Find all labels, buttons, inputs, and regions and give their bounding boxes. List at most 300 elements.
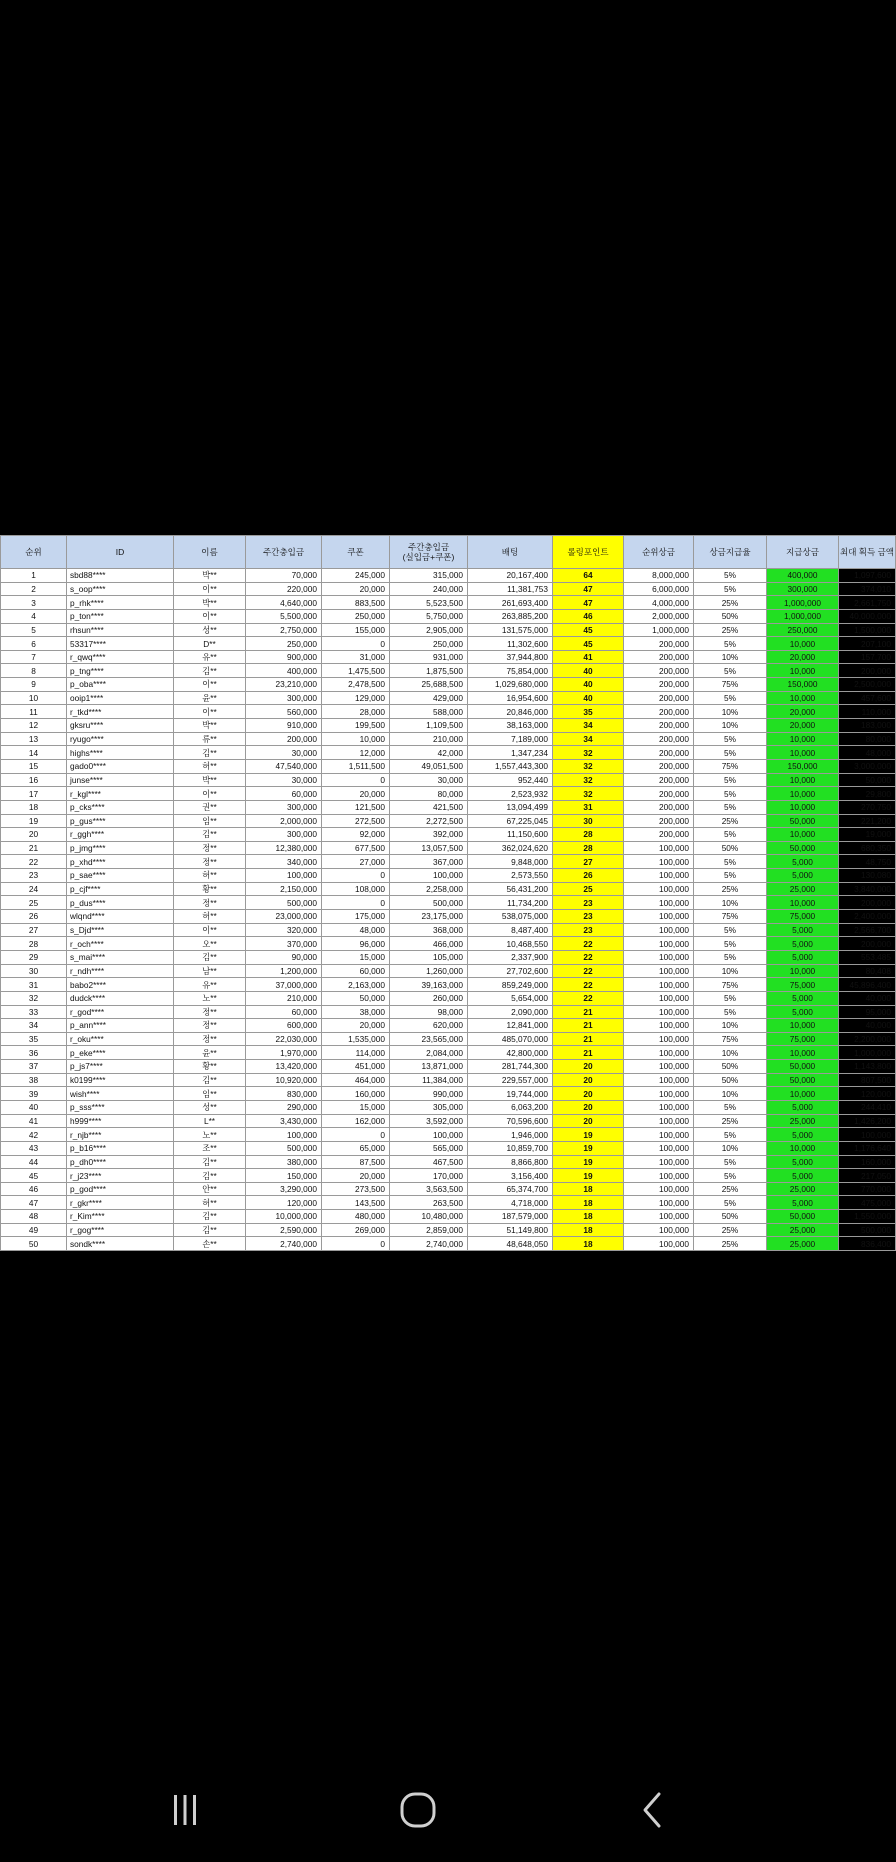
cell-rank-prize: 100,000: [624, 910, 694, 924]
header-max-amount: 최대 획득 금액: [839, 536, 896, 569]
cell-weekly-deposit: 300,000: [246, 800, 322, 814]
cell-rolling-point: 21: [553, 1046, 624, 1060]
cell-paid-prize: 50,000: [767, 1060, 839, 1074]
table-row: [1, 1128, 896, 1142]
cell-id: r_Kim****: [67, 1210, 174, 1224]
cell-max-amount: 19,000: [839, 828, 896, 842]
cell-betting: 859,249,000: [468, 978, 553, 992]
cell-betting: 20,167,400: [468, 569, 553, 583]
cell-id: r_qwq****: [67, 650, 174, 664]
cell-rank: 2: [1, 582, 67, 596]
cell-id: r_kgl****: [67, 787, 174, 801]
cell-paid-prize: 75,000: [767, 978, 839, 992]
cell-max-amount: 807,500: [839, 1073, 896, 1087]
cell-coupon: 1,535,000: [322, 1032, 390, 1046]
cell-id: r_oku****: [67, 1032, 174, 1046]
cell-prize-rate: 10%: [694, 1087, 767, 1101]
cell-rank-prize: 100,000: [624, 882, 694, 896]
table-row: [1, 1210, 896, 1224]
cell-weekly-total: 250,000: [390, 637, 468, 651]
cell-rank: 31: [1, 978, 67, 992]
back-button[interactable]: [617, 1780, 687, 1840]
cell-rank: 47: [1, 1196, 67, 1210]
cell-coupon: 451,000: [322, 1060, 390, 1074]
cell-coupon: 273,500: [322, 1182, 390, 1196]
cell-rolling-point: 22: [553, 950, 624, 964]
cell-max-amount: 244,410: [839, 1100, 896, 1114]
cell-id: r_god****: [67, 1005, 174, 1019]
cell-rolling-point: 23: [553, 910, 624, 924]
cell-weekly-total: 2,740,000: [390, 1237, 468, 1251]
cell-rank: 5: [1, 623, 67, 637]
cell-rank-prize: 200,000: [624, 650, 694, 664]
cell-betting: 16,954,600: [468, 691, 553, 705]
table-row: [1, 1182, 896, 1196]
table-row: [1, 910, 896, 924]
cell-prize-rate: 5%: [694, 582, 767, 596]
cell-weekly-total: 392,000: [390, 828, 468, 842]
table-row: [1, 1155, 896, 1169]
cell-name: 정**: [174, 841, 246, 855]
cell-rolling-point: 23: [553, 923, 624, 937]
cell-rolling-point: 32: [553, 759, 624, 773]
cell-rolling-point: 41: [553, 650, 624, 664]
cell-weekly-total: 367,000: [390, 855, 468, 869]
header-betting: 배팅: [468, 536, 553, 569]
cell-weekly-deposit: 100,000: [246, 869, 322, 883]
cell-weekly-deposit: 60,000: [246, 1005, 322, 1019]
cell-weekly-deposit: 370,000: [246, 937, 322, 951]
cell-weekly-deposit: 30,000: [246, 746, 322, 760]
cell-rank: 36: [1, 1046, 67, 1060]
cell-betting: 13,094,499: [468, 800, 553, 814]
cell-weekly-total: 39,163,000: [390, 978, 468, 992]
cell-weekly-deposit: 300,000: [246, 691, 322, 705]
cell-betting: 11,150,600: [468, 828, 553, 842]
table-row: [1, 623, 896, 637]
cell-rank-prize: 200,000: [624, 814, 694, 828]
cell-coupon: 162,000: [322, 1114, 390, 1128]
cell-weekly-total: 25,688,500: [390, 678, 468, 692]
cell-rank-prize: 4,000,000: [624, 596, 694, 610]
cell-rank: 46: [1, 1182, 67, 1196]
cell-coupon: 0: [322, 1237, 390, 1251]
cell-max-amount: 1,000,000: [839, 1046, 896, 1060]
cell-weekly-deposit: 70,000: [246, 569, 322, 583]
cell-coupon: 129,000: [322, 691, 390, 705]
cell-rolling-point: 18: [553, 1223, 624, 1237]
cell-rank: 26: [1, 910, 67, 924]
table-row: [1, 705, 896, 719]
cell-weekly-deposit: 830,000: [246, 1087, 322, 1101]
cell-max-amount: 836,400: [839, 1237, 896, 1251]
cell-prize-rate: 25%: [694, 814, 767, 828]
cell-name: 유**: [174, 650, 246, 664]
cell-rolling-point: 18: [553, 1196, 624, 1210]
cell-weekly-deposit: 220,000: [246, 582, 322, 596]
cell-rank-prize: 100,000: [624, 1019, 694, 1033]
cell-weekly-total: 13,871,000: [390, 1060, 468, 1074]
cell-weekly-total: 2,258,000: [390, 882, 468, 896]
table-row: [1, 1032, 896, 1046]
cell-paid-prize: 250,000: [767, 623, 839, 637]
cell-rank: 25: [1, 896, 67, 910]
cell-coupon: 15,000: [322, 950, 390, 964]
header-prize-rate: 상금지급율: [694, 536, 767, 569]
cell-rolling-point: 21: [553, 1019, 624, 1033]
cell-max-amount: 157,700: [839, 650, 896, 664]
cell-id: dudck****: [67, 991, 174, 1005]
cell-rank-prize: 6,000,000: [624, 582, 694, 596]
cell-prize-rate: 10%: [694, 650, 767, 664]
cell-name: 김**: [174, 1223, 246, 1237]
cell-name: 허**: [174, 869, 246, 883]
cell-max-amount: 2,661,750: [839, 596, 896, 610]
cell-rank-prize: 200,000: [624, 705, 694, 719]
cell-rank: 28: [1, 937, 67, 951]
header-id: ID: [67, 536, 174, 569]
cell-rank: 45: [1, 1169, 67, 1183]
cell-id: h999****: [67, 1114, 174, 1128]
cell-rank-prize: 200,000: [624, 719, 694, 733]
cell-betting: 2,573,550: [468, 869, 553, 883]
cell-coupon: 96,000: [322, 937, 390, 951]
cell-prize-rate: 5%: [694, 1196, 767, 1210]
cell-id: gado0****: [67, 759, 174, 773]
cell-betting: 263,885,200: [468, 609, 553, 623]
cell-id: r_och****: [67, 937, 174, 951]
cell-rolling-point: 34: [553, 719, 624, 733]
cell-rolling-point: 47: [553, 582, 624, 596]
cell-max-amount: 475,000: [839, 1196, 896, 1210]
cell-prize-rate: 10%: [694, 719, 767, 733]
home-button[interactable]: [383, 1780, 453, 1840]
cell-weekly-deposit: 380,000: [246, 1155, 322, 1169]
cell-weekly-total: 315,000: [390, 569, 468, 583]
cell-paid-prize: 400,000: [767, 569, 839, 583]
cell-rank: 24: [1, 882, 67, 896]
cell-betting: 5,654,000: [468, 991, 553, 1005]
cell-betting: 38,163,000: [468, 719, 553, 733]
cell-rolling-point: 47: [553, 596, 624, 610]
cell-id: p_oba****: [67, 678, 174, 692]
cell-id: wlqnd****: [67, 910, 174, 924]
cell-rank: 9: [1, 678, 67, 692]
cell-prize-rate: 5%: [694, 664, 767, 678]
cell-name: 이**: [174, 787, 246, 801]
cell-max-amount: 217,050: [839, 1169, 896, 1183]
cell-betting: 56,431,200: [468, 882, 553, 896]
cell-weekly-total: 13,057,500: [390, 841, 468, 855]
table-row: [1, 1046, 896, 1060]
cell-rank-prize: 200,000: [624, 732, 694, 746]
cell-weekly-deposit: 47,540,000: [246, 759, 322, 773]
cell-betting: 10,468,550: [468, 937, 553, 951]
cell-coupon: 0: [322, 1128, 390, 1142]
cell-max-amount: 207,100: [839, 637, 896, 651]
cell-rank: 21: [1, 841, 67, 855]
cell-prize-rate: 50%: [694, 609, 767, 623]
cell-rolling-point: 19: [553, 1155, 624, 1169]
cell-weekly-deposit: 560,000: [246, 705, 322, 719]
ranking-table: [0, 535, 896, 1251]
cell-weekly-deposit: 200,000: [246, 732, 322, 746]
cell-rolling-point: 20: [553, 1060, 624, 1074]
cell-prize-rate: 25%: [694, 623, 767, 637]
cell-name: 김**: [174, 1155, 246, 1169]
cell-paid-prize: 5,000: [767, 1169, 839, 1183]
cell-rank: 50: [1, 1237, 67, 1251]
cell-paid-prize: 50,000: [767, 1210, 839, 1224]
cell-rank: 6: [1, 637, 67, 651]
cell-prize-rate: 25%: [694, 1223, 767, 1237]
cell-rank-prize: 200,000: [624, 746, 694, 760]
cell-rolling-point: 21: [553, 1032, 624, 1046]
cell-weekly-deposit: 22,030,000: [246, 1032, 322, 1046]
cell-betting: 11,302,600: [468, 637, 553, 651]
cell-paid-prize: 10,000: [767, 691, 839, 705]
cell-paid-prize: 10,000: [767, 664, 839, 678]
table-row: [1, 991, 896, 1005]
cell-id: r_ndh****: [67, 964, 174, 978]
cell-name: 허**: [174, 759, 246, 773]
cell-betting: 362,024,620: [468, 841, 553, 855]
cell-rank: 29: [1, 950, 67, 964]
cell-rank: 1: [1, 569, 67, 583]
cell-rank-prize: 100,000: [624, 937, 694, 951]
cell-prize-rate: 75%: [694, 1032, 767, 1046]
header-coupon: 쿠폰: [322, 536, 390, 569]
cell-betting: 261,693,400: [468, 596, 553, 610]
cell-weekly-total: 80,000: [390, 787, 468, 801]
cell-name: 이**: [174, 609, 246, 623]
cell-max-amount: 200,000: [839, 896, 896, 910]
recent-apps-button[interactable]: [150, 1780, 220, 1840]
cell-rank-prize: 100,000: [624, 1073, 694, 1087]
cell-rank: 4: [1, 609, 67, 623]
cell-paid-prize: 10,000: [767, 637, 839, 651]
cell-paid-prize: 10,000: [767, 1019, 839, 1033]
cell-name: 김**: [174, 828, 246, 842]
cell-rank-prize: 100,000: [624, 1169, 694, 1183]
cell-prize-rate: 75%: [694, 678, 767, 692]
cell-prize-rate: 25%: [694, 882, 767, 896]
cell-betting: 1,946,000: [468, 1128, 553, 1142]
cell-id: rhsun****: [67, 623, 174, 637]
cell-rank-prize: 100,000: [624, 1155, 694, 1169]
cell-rolling-point: 18: [553, 1237, 624, 1251]
cell-rank: 16: [1, 773, 67, 787]
cell-rank: 8: [1, 664, 67, 678]
cell-max-amount: 1,176,640: [839, 1141, 896, 1155]
cell-coupon: 250,000: [322, 609, 390, 623]
cell-max-amount: 29,800: [839, 787, 896, 801]
cell-name: 성**: [174, 623, 246, 637]
cell-coupon: 175,000: [322, 910, 390, 924]
cell-rank: 18: [1, 800, 67, 814]
cell-id: gksru****: [67, 719, 174, 733]
cell-rank-prize: 100,000: [624, 1196, 694, 1210]
cell-prize-rate: 5%: [694, 1155, 767, 1169]
cell-paid-prize: 75,000: [767, 910, 839, 924]
cell-weekly-deposit: 320,000: [246, 923, 322, 937]
cell-id: ryugo****: [67, 732, 174, 746]
cell-betting: 7,189,000: [468, 732, 553, 746]
cell-weekly-total: 5,750,000: [390, 609, 468, 623]
cell-max-amount: 2,400,000: [839, 910, 896, 924]
cell-rank-prize: 100,000: [624, 1210, 694, 1224]
cell-rolling-point: 20: [553, 1087, 624, 1101]
cell-paid-prize: 150,000: [767, 678, 839, 692]
cell-rank-prize: 100,000: [624, 1182, 694, 1196]
cell-prize-rate: 5%: [694, 746, 767, 760]
cell-rank: 35: [1, 1032, 67, 1046]
cell-betting: 8,866,800: [468, 1155, 553, 1169]
cell-rank: 12: [1, 719, 67, 733]
cell-paid-prize: 5,000: [767, 950, 839, 964]
cell-rank: 43: [1, 1141, 67, 1155]
cell-weekly-total: 305,000: [390, 1100, 468, 1114]
table-row: [1, 746, 896, 760]
table-row: [1, 596, 896, 610]
cell-name: 허**: [174, 910, 246, 924]
cell-paid-prize: 10,000: [767, 1141, 839, 1155]
cell-max-amount: 40,000,000: [839, 609, 896, 623]
spreadsheet-image: [0, 535, 894, 1251]
cell-weekly-total: 500,000: [390, 896, 468, 910]
cell-max-amount: 120,000: [839, 1087, 896, 1101]
cell-prize-rate: 5%: [694, 800, 767, 814]
cell-name: 임**: [174, 1087, 246, 1101]
cell-rolling-point: 22: [553, 964, 624, 978]
cell-max-amount: 770,000: [839, 1182, 896, 1196]
cell-id: p_ann****: [67, 1019, 174, 1033]
cell-betting: 42,800,000: [468, 1046, 553, 1060]
cell-max-amount: 374,010: [839, 582, 896, 596]
cell-weekly-total: 30,000: [390, 773, 468, 787]
cell-paid-prize: 5,000: [767, 1100, 839, 1114]
cell-rank-prize: 100,000: [624, 923, 694, 937]
cell-rolling-point: 40: [553, 678, 624, 692]
table-row: [1, 1100, 896, 1114]
cell-rank: 33: [1, 1005, 67, 1019]
table-row: [1, 814, 896, 828]
cell-weekly-total: 368,000: [390, 923, 468, 937]
cell-prize-rate: 5%: [694, 991, 767, 1005]
cell-name: 이**: [174, 582, 246, 596]
cell-betting: 1,557,443,300: [468, 759, 553, 773]
cell-max-amount: 48,750: [839, 855, 896, 869]
cell-max-amount: 680,350: [839, 841, 896, 855]
cell-prize-rate: 5%: [694, 787, 767, 801]
cell-weekly-total: 98,000: [390, 1005, 468, 1019]
header-weekly-total: 주간충입금 (실입금+쿠폰): [390, 536, 468, 569]
cell-paid-prize: 1,000,000: [767, 609, 839, 623]
cell-prize-rate: 75%: [694, 910, 767, 924]
cell-rank-prize: 100,000: [624, 1141, 694, 1155]
cell-rolling-point: 32: [553, 787, 624, 801]
table-row: [1, 1114, 896, 1128]
cell-paid-prize: 10,000: [767, 800, 839, 814]
cell-weekly-total: 2,272,500: [390, 814, 468, 828]
cell-id: r_gkr****: [67, 1196, 174, 1210]
cell-betting: 11,734,200: [468, 896, 553, 910]
cell-name: 권**: [174, 800, 246, 814]
cell-weekly-deposit: 2,590,000: [246, 1223, 322, 1237]
cell-name: 김**: [174, 950, 246, 964]
cell-max-amount: 183,000: [839, 719, 896, 733]
cell-prize-rate: 50%: [694, 1210, 767, 1224]
cell-id: p_god****: [67, 1182, 174, 1196]
cell-rank: 22: [1, 855, 67, 869]
cell-weekly-total: 23,175,000: [390, 910, 468, 924]
cell-betting: 19,744,000: [468, 1087, 553, 1101]
cell-id: wish****: [67, 1087, 174, 1101]
cell-id: highs****: [67, 746, 174, 760]
cell-coupon: 20,000: [322, 787, 390, 801]
cell-weekly-total: 170,000: [390, 1169, 468, 1183]
cell-id: k0199****: [67, 1073, 174, 1087]
cell-weekly-total: 931,000: [390, 650, 468, 664]
cell-name: 황**: [174, 882, 246, 896]
cell-max-amount: 110,000: [839, 705, 896, 719]
cell-weekly-total: 1,260,000: [390, 964, 468, 978]
cell-coupon: 92,000: [322, 828, 390, 842]
cell-name: 김**: [174, 664, 246, 678]
cell-weekly-total: 23,565,000: [390, 1032, 468, 1046]
table-row: [1, 1005, 896, 1019]
cell-prize-rate: 5%: [694, 773, 767, 787]
cell-coupon: 48,000: [322, 923, 390, 937]
cell-weekly-total: 10,480,000: [390, 1210, 468, 1224]
cell-betting: 37,944,800: [468, 650, 553, 664]
cell-max-amount: 130,080: [839, 869, 896, 883]
cell-max-amount: 2,566,700: [839, 923, 896, 937]
cell-id: p_dus****: [67, 896, 174, 910]
cell-betting: 65,374,700: [468, 1182, 553, 1196]
cell-rank: 7: [1, 650, 67, 664]
cell-id: junse****: [67, 773, 174, 787]
cell-id: sbd88****: [67, 569, 174, 583]
cell-coupon: 10,000: [322, 732, 390, 746]
cell-name: 조**: [174, 1141, 246, 1155]
cell-rank: 32: [1, 991, 67, 1005]
cell-prize-rate: 10%: [694, 1046, 767, 1060]
cell-coupon: 28,000: [322, 705, 390, 719]
cell-weekly-total: 105,000: [390, 950, 468, 964]
cell-weekly-deposit: 2,150,000: [246, 882, 322, 896]
cell-prize-rate: 25%: [694, 1237, 767, 1251]
cell-name: D**: [174, 637, 246, 651]
table-row: [1, 855, 896, 869]
cell-coupon: 2,478,500: [322, 678, 390, 692]
cell-max-amount: 80,000: [839, 732, 896, 746]
cell-coupon: 20,000: [322, 1169, 390, 1183]
cell-prize-rate: 10%: [694, 896, 767, 910]
cell-name: 허**: [174, 1196, 246, 1210]
table-row: [1, 609, 896, 623]
cell-name: 이**: [174, 923, 246, 937]
cell-weekly-total: 3,592,000: [390, 1114, 468, 1128]
cell-paid-prize: 50,000: [767, 814, 839, 828]
cell-rank-prize: 100,000: [624, 964, 694, 978]
cell-rank: 23: [1, 869, 67, 883]
cell-id: r_njb****: [67, 1128, 174, 1142]
cell-rolling-point: 19: [553, 1169, 624, 1183]
cell-prize-rate: 10%: [694, 1141, 767, 1155]
cell-weekly-total: 2,905,000: [390, 623, 468, 637]
cell-max-amount: 95,000: [839, 1005, 896, 1019]
